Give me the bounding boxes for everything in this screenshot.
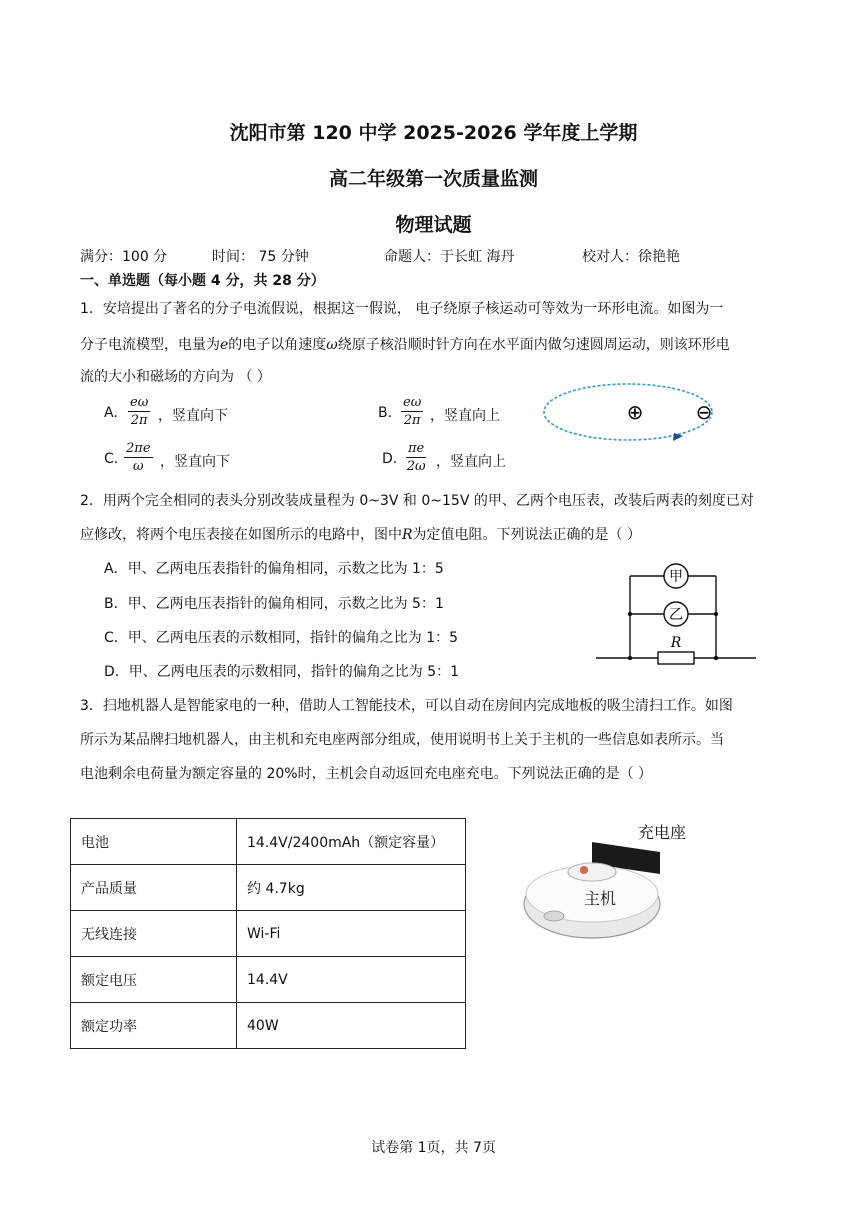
table-row [71, 865, 466, 911]
q1-line2-text-b: 的电子以角速度 [228, 337, 327, 353]
main-unit-label: 主机 [583, 889, 617, 908]
table-cell-key: 额定电压 [71, 957, 237, 1003]
fraction-numerator: 2πe [126, 441, 151, 456]
table-cell-key: 无线连接 [71, 911, 237, 957]
table-row [71, 819, 466, 865]
q1-option-d-fraction [406, 442, 426, 473]
table-cell-key: 额定功率 [71, 1003, 237, 1049]
page-footer: 试卷第 1页，共 7页 [371, 1140, 496, 1156]
fraction-denominator: ω [132, 459, 144, 474]
exam-time: 时间： 75 分钟 [212, 249, 309, 265]
q3-line2: 所示为某品牌扫地机器人，由主机和充电座两部分组成，使用说明书上关于主机的一些信息如表所示。当 [80, 732, 724, 748]
table-row [71, 1003, 466, 1049]
dock-label: 充电座 [638, 823, 687, 842]
q2-line1: 2．用两个完全相同的表头分别改装成量程为 0~3V 和 0~15V 的甲、乙两个电压表，改装后两表的刻度已对 [80, 493, 754, 509]
fraction-denominator: 2π [130, 413, 148, 428]
q1-option-a-text: ，竖直向下 [158, 408, 228, 424]
fraction-numerator: πe [408, 441, 425, 456]
robot-vacuum-illustration [514, 838, 674, 948]
meter-jia-label: 甲 [669, 569, 683, 585]
fraction-numerator: eω [130, 395, 149, 410]
q2-line2-text-a: 应修改，将两个电压表接在如图所示的电路中，图中 [80, 527, 402, 543]
table-cell-value: 14.4V [237, 957, 466, 1003]
fraction-numerator: eω [403, 395, 422, 410]
q1-line2 [80, 334, 730, 354]
q3-line3: 电池剩余电荷量为额定容量的 20%时，主机会自动返回充电座充电。下列说法正确的是（ ） [80, 766, 653, 782]
q1-symbol-omega: ω [326, 337, 338, 353]
total-score: 满分：100 分 [80, 249, 168, 265]
table-cell-key: 电池 [71, 819, 237, 865]
section-heading: 一、单选题（每小题 4 分，共 28 分） [80, 273, 325, 289]
fraction-denominator: 2ω [406, 459, 426, 474]
resistor-icon [658, 652, 694, 664]
q3-line1: 3．扫地机器人是智能家电的一种，借助人工智能技术，可以自动在房间内完成地板的吸尘清扫工作。如图 [80, 698, 733, 714]
table-cell-key: 产品质量 [71, 865, 237, 911]
voltmeter-circuit-diagram [592, 558, 762, 668]
q1-line3: 流的大小和磁场的方向为 （ ） [80, 369, 271, 385]
exam-title: 沈阳市第 120 中学 2025-2026 学年度上学期 [229, 122, 638, 144]
exam-subject: 物理试题 [395, 214, 472, 236]
q1-option-c-text: ，竖直向下 [160, 454, 230, 470]
table-cell-value: Wi-Fi [237, 911, 466, 957]
electron-icon: ⊖ [695, 400, 713, 424]
meter-yi-label: 乙 [669, 607, 683, 623]
q1-option-c-label: C. [104, 451, 119, 467]
fraction-denominator: 2π [403, 413, 421, 428]
reviewer: 校对人：徐艳艳 [582, 249, 680, 265]
q1-option-b-label: B. [378, 405, 393, 421]
q2-line2-text-b: 为定值电阻。下列说法正确的是（ ） [412, 527, 641, 543]
nucleus-icon: ⊕ [626, 400, 644, 424]
q1-line1: 1．安培提出了著名的分子电流假说，根据这一假说， 电子绕原子核运动可等效为一环形电流。如图为一 [80, 301, 724, 317]
resistor-label: R [670, 635, 682, 651]
question-author: 命题人：于长虹 海丹 [384, 249, 515, 265]
table-cell-value: 约 4.7kg [237, 865, 466, 911]
q1-option-a-label: A. [104, 405, 118, 421]
electron-orbit-figure [540, 380, 720, 460]
q1-option-c-fraction [124, 442, 153, 473]
table-row [71, 911, 466, 957]
table-row [71, 957, 466, 1003]
q2-symbol-r: R [402, 527, 413, 543]
spec-table [70, 818, 466, 1049]
q1-option-b-fraction [401, 396, 423, 427]
q1-symbol-e: e [220, 337, 229, 353]
orbit-direction-arrow-icon [673, 433, 683, 441]
q2-line2 [80, 524, 641, 544]
q1-option-a-fraction [128, 396, 150, 427]
q2-option-b: B．甲、乙两电压表指针的偏角相同，示数之比为 5：1 [104, 596, 444, 612]
q1-option-d-text: ，竖直向上 [436, 454, 506, 470]
q1-line2-text-a: 分子电流模型，电量为 [80, 337, 220, 353]
q1-option-d-label: D. [382, 451, 398, 467]
table-cell-value: 40W [237, 1003, 466, 1049]
q2-option-c: C．甲、乙两电压表的示数相同，指针的偏角之比为 1：5 [104, 630, 459, 646]
q2-option-d: D．甲、乙两电压表的示数相同，指针的偏角之比为 5：1 [104, 664, 460, 680]
exam-subtitle: 高二年级第一次质量监测 [328, 168, 538, 190]
q1-line2-text-c: 绕原子核沿顺时针方向在水平面内做匀速圆周运动，则该环形电 [337, 337, 730, 353]
q2-option-a: A．甲、乙两电压表指针的偏角相同，示数之比为 1：5 [104, 561, 444, 577]
table-cell-value: 14.4V/2400mAh（额定容量） [237, 819, 466, 865]
q1-option-b-text: ，竖直向上 [430, 408, 500, 424]
